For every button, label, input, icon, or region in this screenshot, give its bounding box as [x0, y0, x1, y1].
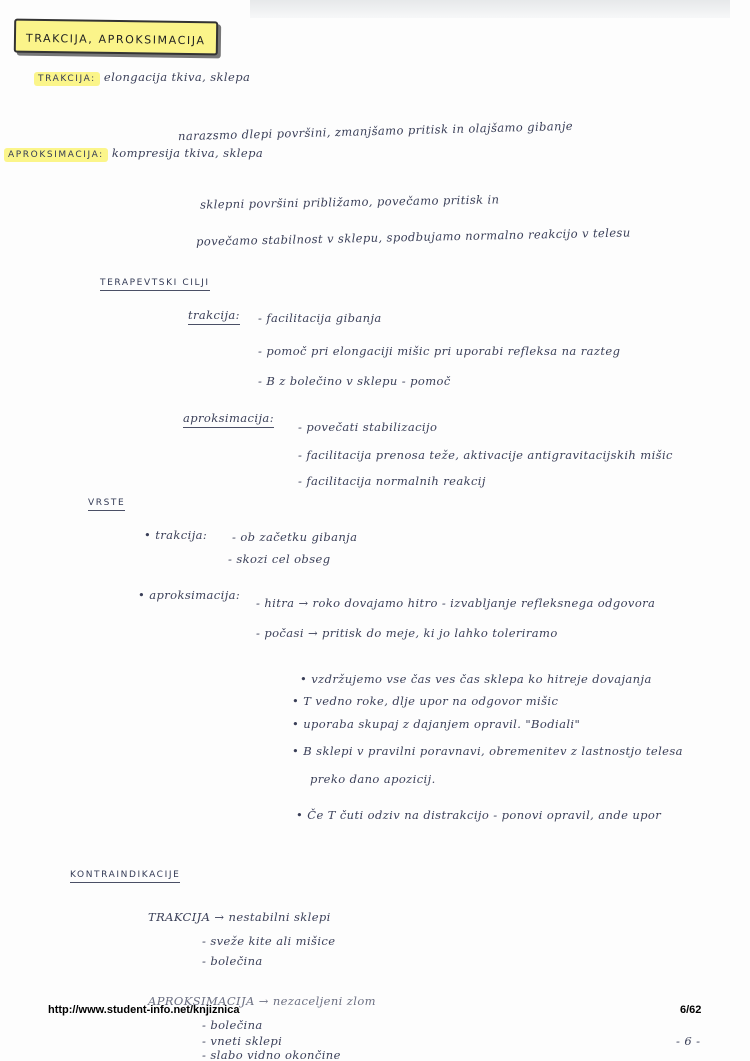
kontra-aproks-item: - bolečina [202, 1018, 263, 1032]
therapeutic-trakcija-item: - B z bolečino v sklepu - pomoč [258, 374, 451, 388]
aproksimacija-definition [4, 146, 263, 160]
vrste-bullet: • T vedno roke, dlje upor na odgovor mišic [292, 694, 559, 708]
therapeutic-aproks-item: - facilitacija prenosa teže, aktivacije antigravitacijskih mišic [298, 448, 673, 462]
therapeutic-trakcija-item: - facilitacija gibanja [258, 311, 382, 325]
vrste-bullet: • B sklepi v pravilni poravnavi, obremenitev z lastnostjo telesa [292, 744, 683, 758]
kontra-aproks-line: APROKSIMACIJA → nezaceljeni zlom [148, 994, 376, 1008]
vrste-trakcija-item: - ob začetku gibanja [232, 530, 358, 544]
kontra-trakcija-line: TRAKCIJA → nestabilni sklepi [148, 910, 331, 924]
trakcija-definition [34, 70, 250, 84]
kontra-aproks-item: - slabo vidno okončine [202, 1048, 341, 1061]
therapeutic-heading: TERAPEVTSKI CILJI [100, 278, 210, 291]
therapeutic-aproks-item: - facilitacija normalnih reakcij [298, 474, 486, 488]
vrste-pocasi: - počasi → pritisk do meje, ki jo lahko toleriramo [256, 626, 558, 640]
aproksimacija-term: APROKSIMACIJA: [4, 148, 108, 162]
trakcija-term: TRAKCIJA: [34, 72, 100, 86]
kontra-trakcija-item: - bolečina [202, 954, 263, 968]
vrste-bullet-continued: preko dano apozicij. [310, 772, 436, 786]
kontra-heading: KONTRAINDIKACIJE [70, 870, 180, 883]
vrste-bullet: • Če T čuti odziv na distrakcijo - ponovi opravil, ande upor [296, 808, 662, 822]
footer-url[interactable]: http://www.student-info.net/knjiznica [48, 1004, 240, 1016]
aproksimacija-detail-1: sklepni površini približamo, povečamo pritisk in [199, 192, 500, 212]
trakcija-detail: narazsmo dlepi površini, zmanjšamo pritisk in olajšamo gibanje [177, 118, 574, 144]
trakcija-def: elongacija tkiva, sklepa [103, 70, 251, 84]
vrste-hitra: - hitra → roko dovajamo hitro - izvabljanje refleksnega odgovora [256, 596, 656, 610]
vrste-trakcija-item: - skozi cel obseg [228, 552, 331, 566]
footer-page-count: 6/62 [680, 1004, 702, 1016]
therapeutic-aproks-item: - povečati stabilizacijo [298, 420, 438, 434]
vrste-heading: VRSTE [88, 498, 125, 511]
aproksimacija-detail-2: povečamo stabilnost v sklepu, spodbujamo normalno reakcijo v telesu [195, 225, 631, 249]
vrste-aproks-label: • aproksimacija: [138, 588, 241, 602]
kontra-aproks-item: - vneti sklepi [202, 1034, 283, 1048]
aproksimacija-def: kompresija tkiva, sklepa [111, 146, 264, 160]
kontra-trakcija-item: - sveže kite ali mišice [202, 934, 336, 948]
page-title: TRAKCIJA, APROKSIMACIJA [25, 31, 206, 48]
vrste-bullet: • vzdržujemo vse čas ves čas sklepa ko hitreje dovajanja [300, 672, 652, 686]
therapeutic-trakcija-label: trakcija: [188, 308, 240, 325]
therapeutic-trakcija-item: - pomoč pri elongaciji mišic pri uporabi refleksa na razteg [258, 344, 621, 358]
therapeutic-aproks-label: aproksimacija: [183, 411, 274, 428]
page-number-handwritten: - 6 - [676, 1034, 701, 1048]
vrste-trakcija-label: • trakcija: [144, 528, 208, 542]
page-title-box [14, 19, 218, 56]
vrste-bullet: • uporaba skupaj z dajanjem opravil. "Bodiali" [292, 717, 581, 731]
scan-top-edge [250, 0, 730, 18]
